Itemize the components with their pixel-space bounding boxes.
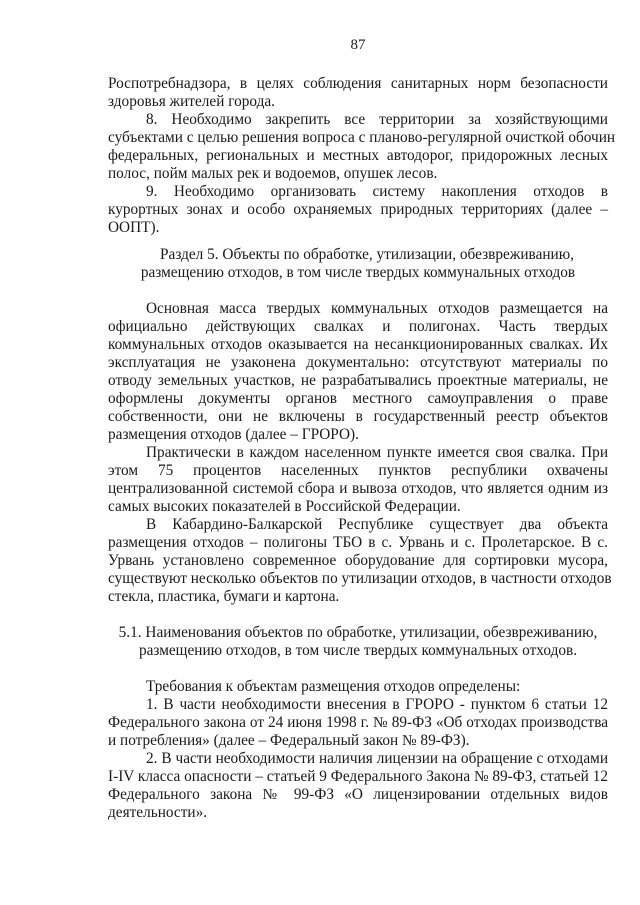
paragraph-line: 8. Необходимо закрепить все территории за хозяйствующими xyxy=(146,111,608,128)
paragraph-line: стекла, пластика, бумаги и картона. xyxy=(108,588,340,605)
subsection-heading: размещению отходов, в том числе твердых коммунальных отходов. xyxy=(138,642,578,659)
paragraph-line: 2. В части необходимости наличия лицензии на обращение с отходами xyxy=(146,750,608,767)
paragraph-line: полос, пойм малых рек и водоемов, опушек лесов. xyxy=(108,165,438,182)
paragraph-line: и потребления» (далее – Федеральный закон № 89-ФЗ). xyxy=(108,732,470,749)
paragraph-line: собственности, они не включены в государственный реестр объектов xyxy=(108,408,608,425)
paragraph-line: ООПТ). xyxy=(108,219,160,236)
paragraph-line: оформлены документы органов местного самоуправления о праве xyxy=(108,390,608,407)
paragraph-line: Требования к объектам размещения отходов определены: xyxy=(146,678,521,695)
paragraph-line: централизованной системой сбора и вывоза отходов, что является одним из xyxy=(108,480,608,497)
paragraph-line: эксплуатация не узаконена документально: отсутствуют материалы по xyxy=(108,354,608,371)
paragraph-line: Федерального закона от 24 июня 1998 г. № 89-ФЗ «Об отходах производства xyxy=(108,714,608,731)
paragraph-line: I-IV класса опасности – статьей 9 Федерального Закона № 89-ФЗ, статьей 12 xyxy=(108,768,608,785)
paragraph-line: курортных зонах и особо охраняемых природных территориях (далее – xyxy=(108,201,608,218)
paragraph-line: размещения отходов – полигоны ТБО в с. Урвань и с. Пролетарское. В с. xyxy=(108,534,608,551)
paragraph-line: здоровья жителей города. xyxy=(108,93,276,110)
paragraph-line: Федерального закона № 99-ФЗ «О лицензировании отдельных видов xyxy=(108,786,608,803)
paragraph-line: В Кабардино-Балкарской Республике существует два объекта xyxy=(146,516,608,533)
paragraph-line: 1. В части необходимости внесения в ГРОРО - пунктом 6 статьи 12 xyxy=(146,696,608,713)
paragraph-line: Основная масса твердых коммунальных отходов размещается на xyxy=(146,300,608,317)
paragraph-line: размещения отходов (далее – ГРОРО). xyxy=(108,426,359,443)
paragraph-line: существуют несколько объектов по утилизации отходов, в частности отходов xyxy=(108,570,612,587)
paragraph-line: самых высоких показателей в Российской Федерации. xyxy=(108,498,461,515)
paragraph-line: коммунальных отходов оказывается на несанкционированных свалках. Их xyxy=(108,336,608,353)
paragraph-line: деятельности». xyxy=(108,804,208,821)
paragraph-line: отводу земельных участков, не разрабатывались проектные материалы, не xyxy=(108,372,608,389)
paragraph-line: 9. Необходимо организовать систему накопления отходов в xyxy=(146,183,608,200)
paragraph-line: этом 75 процентов населенных пунктов республики охвачены xyxy=(108,462,608,479)
paragraph-line: Урвань установлено современное оборудование для сортировки мусора, xyxy=(108,552,608,569)
page-number: 87 xyxy=(350,37,366,53)
subsection-heading: 5.1. Наименования объектов по обработке, утилизации, обезвреживанию, xyxy=(118,624,598,641)
paragraph-line: Роспотребнадзора, в целях соблюдения санитарных норм безопасности xyxy=(108,75,608,92)
paragraph-line: Практически в каждом населенном пункте имеется своя свалка. При xyxy=(146,444,608,461)
paragraph-line: субъектами с целью решения вопроса с планово-регулярной очисткой обочин xyxy=(108,129,616,146)
section-heading: Раздел 5. Объекты по обработке, утилизации, обезвреживанию, xyxy=(160,246,574,263)
paragraph-line: официально действующих свалках и полигонах. Часть твердых xyxy=(108,318,608,335)
section-heading: размещению отходов, в том числе твердых коммунальных отходов xyxy=(140,264,576,281)
paragraph-line: федеральных, региональных и местных автодорог, придорожных лесных xyxy=(108,147,608,164)
